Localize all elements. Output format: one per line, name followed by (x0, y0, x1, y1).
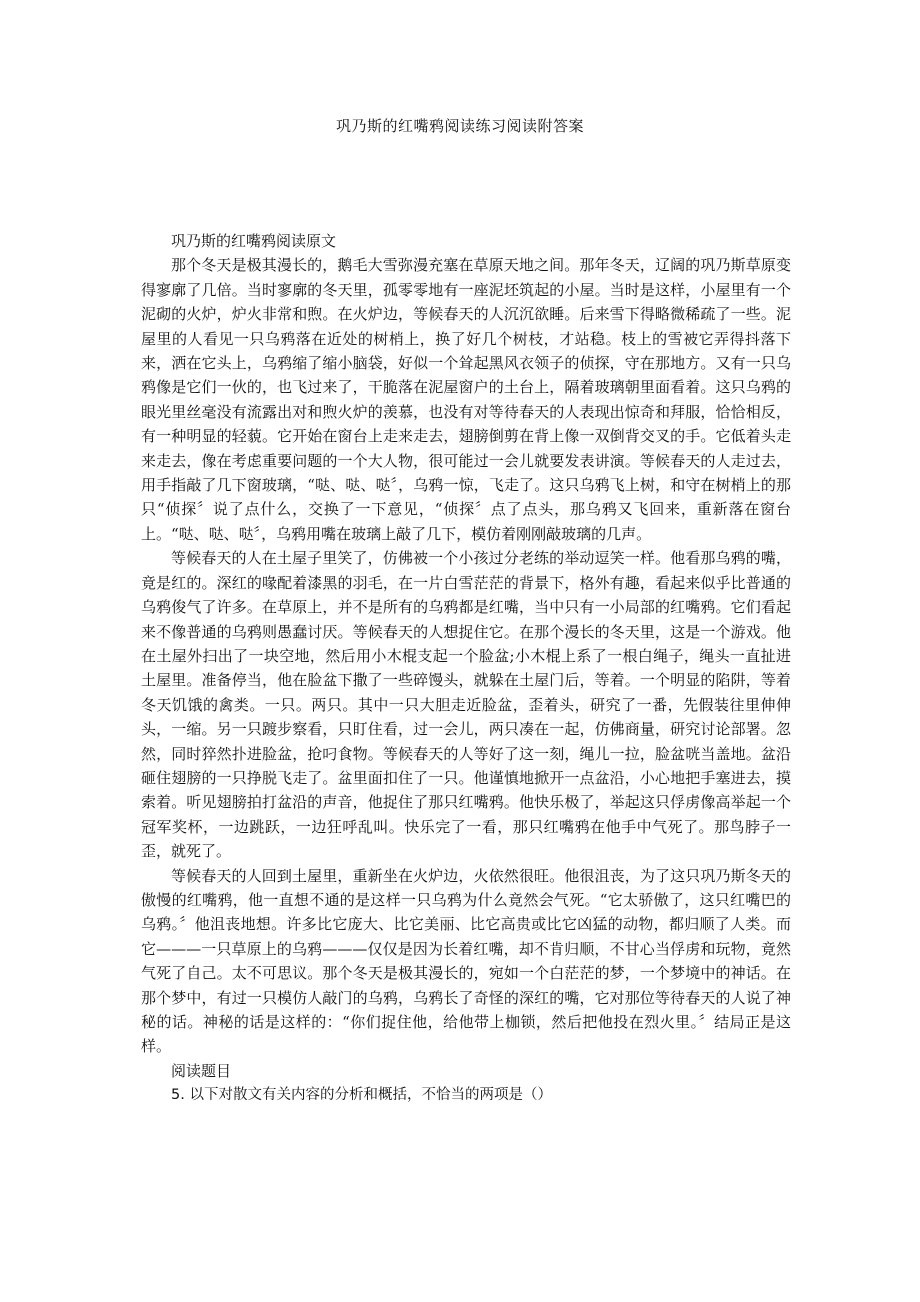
paragraph-3: 等候春天的人回到土屋里，重新坐在火炉边，火依然很旺。他很沮丧，为了这只巩乃斯冬天的傲慢的红嘴鸦，他一直想不通的是这样一只乌鸦为什么竟然会气死。“它太骄傲了，这只红嘴巴的乌鸦。〞他沮丧地想。许多比它庞大、比它美丽、比它高贵或比它凶猛的动物，都归顺了人类。而它———一只草原上的乌鸦———仅仅是因为长着红嘴，却不肯归顺，不甘心当俘虏和玩物，竟然气死了自己。太不可思议。那个冬天是极其漫长的，宛如一个白茫茫的梦，一个梦境中的神话。在那个梦中，有过一只模仿人敲门的乌鸦，乌鸦长了奇怪的深红的嘴，它对那位等待春天的人说了神秘的话。神秘的话是这样的：“你们捉住他，给他带上枷锁，然后把他投在烈火里。〞结局正是这样。 (141, 866, 791, 1056)
questions-heading: 阅读题目 (171, 1061, 232, 1080)
section-heading: 巩乃斯的红嘴鸦阅读原文 (171, 232, 337, 250)
document-body (141, 229, 791, 1108)
document-title: 巩乃斯的红嘴鸦阅读练习阅读附答案 (335, 117, 584, 135)
question-5: 5. 以下对散文有关内容的分析和概括，不恰当的两项是（） (171, 1087, 552, 1104)
paragraph-2: 等候春天的人在土屋子里笑了，仿佛被一个小孩过分老练的举动逗笑一样。他看那乌鸦的嘴，竟是红的。深红的喙配着漆黑的羽毛，在一片白雪茫茫的背景下，格外有趣，看起来似乎比普通的乌鸦俊气了许多。在草原上，并不是所有的乌鸦都是红嘴，当中只有一小局部的红嘴鸦。它们看起来不像普通的乌鸦则愚蠢讨厌。等候春天的人想捉住它。在那个漫长的冬天里，这是一个游戏。他在土屋外扫出了一块空地，然后用小木棍支起一个脸盆;小木棍上系了一根白绳子，绳头一直扯进土屋里。准备停当，他在脸盆下撒了一些碎馒头，就躲在土屋门后，等着。一个明显的陷阱，等着冬天饥饿的禽类。一只。两只。其中一只大胆走近脸盆，歪着头，研究了一番，先假装往里伸伸头，一缩。另一只踱步察看，只盯住看，过一会儿，两只凑在一起，仿佛商量，研究讨论部署。忽然，同时猝然扑进脸盆，抢叼食物。等候春天的人等好了这一刻，绳儿一拉，脸盆咣当盖地。盆沿砸住翅膀的一只挣脱飞走了。盆里面扣住了一只。他谨慎地掀开一点盆沿，小心地把手塞进去，摸索着。听见翅膀拍打盆沿的声音，他捉住了那只红嘴鸦。他快乐极了，举起这只俘虏像高举起一个冠军奖杯，一边跳跃，一边狂呼乱叫。快乐完了一看，那只红嘴鸦在他手中气死了。那鸟脖子一歪，就死了。 (141, 549, 791, 861)
paragraph-1: 那个冬天是极其漫长的，鹅毛大雪弥漫充塞在草原天地之间。那年冬天，辽阔的巩乃斯草原变得寥廓了几倍。当时寥廓的冬天里，孤零零地有一座泥坯筑起的小屋。当时是这样，小屋里有一个泥砌的火炉，炉火非常和煦。在火炉边，等候春天的人沉沉欲睡。后来雪下得略微稀疏了一些。泥屋里的人看见一只乌鸦落在近处的树梢上，换了好几个树枝，才站稳。枝上的雪被它弄得抖落下来，洒在它头上，乌鸦缩了缩小脑袋，好似一个耸起黑风衣领子的侦探，守在那地方。又有一只乌鸦像是它们一伙的，也飞过来了，干脆落在泥屋窗户的土台上，隔着玻璃朝里面看着。这只乌鸦的眼光里丝毫没有流露出对和煦火炉的羡慕，也没有对等待春天的人表现出惊奇和拜服，恰恰相反，有一种明显的轻藐。它开始在窗台上走来走去，翅膀倒剪在背上像一双倒背交叉的手。它低着头走来走去，像在考虑重要问题的一个大人物，很可能过一会儿就要发表讲演。等候春天的人走过去，用手指敲了几下窗玻璃，“哒、哒、哒〞，乌鸦一惊，飞走了。这只乌鸦飞上树，和守在树梢上的那只“侦探〞说了点什么，交换了一下意见，“侦探〞点了点头，那乌鸦又飞回来，重新落在窗台上。“哒、哒、哒〞，乌鸦用嘴在玻璃上敲了几下，模仿着刚刚敲玻璃的几声。 (141, 256, 791, 543)
